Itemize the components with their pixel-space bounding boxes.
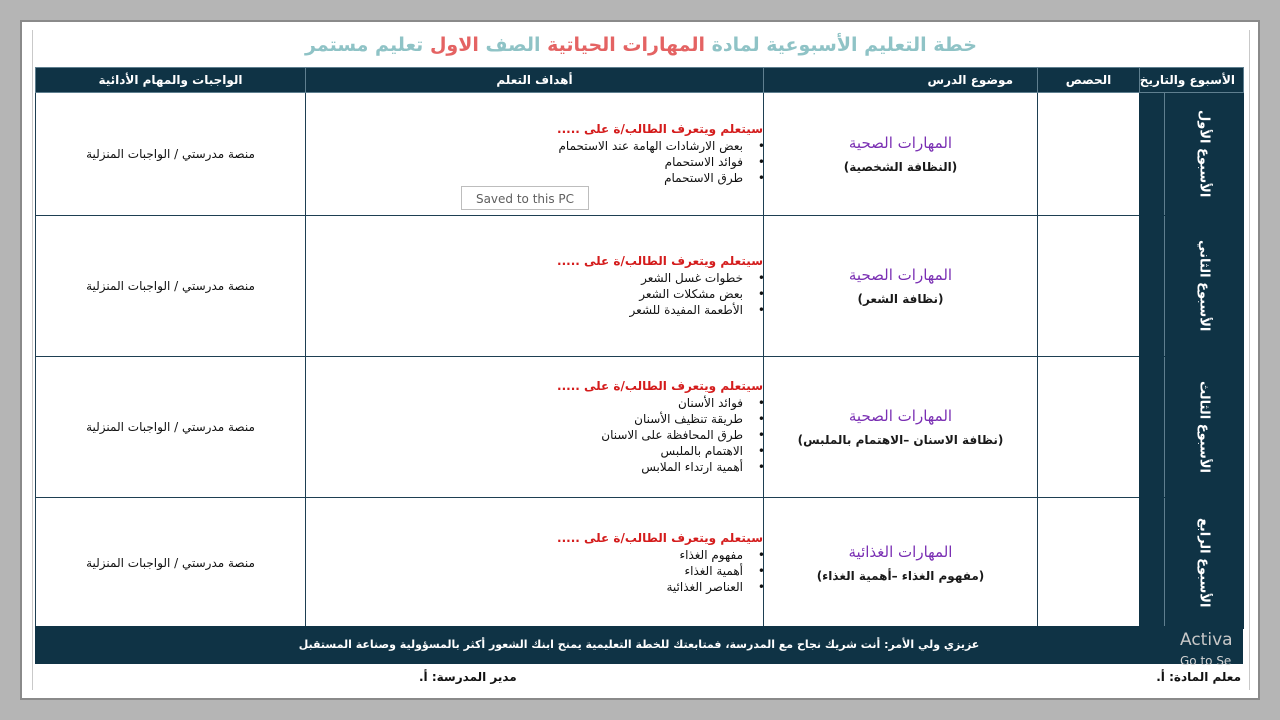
periods-cell [1038,216,1140,357]
goal-item: • مفهوم الغذاء [557,547,743,563]
topic-sub: (النظافة الشخصية) [843,160,958,174]
goal-item: • بعض الارشادات الهامة عند الاستحمام [557,138,743,154]
goal-item: • الاهتمام بالملبس [557,443,743,459]
topic-sub: (نظافة الاسنان –الاهتمام بالملبس) [797,433,1004,447]
goals-list [557,138,763,186]
weekly-plan-table [35,67,1244,629]
activation-watermark [1180,630,1240,670]
goal-item: • طرق الاستحمام [557,170,743,186]
title-part-3: تعليم مستمر [305,34,430,56]
tasks-cell: منصة مدرستي / الواجبات المنزلية [36,357,306,498]
teacher-signature: معلم المادة: أ. [1156,670,1241,684]
page-frame [20,20,1260,700]
week-label-cell [1140,357,1244,498]
plan-sheet [32,30,1250,690]
topic-main: المهارات الصحية [848,134,953,152]
goals-lead: سيتعلم ويتعرف الطالب/ة على ..... [557,379,763,393]
goals-cell [306,357,764,498]
goal-item: • أهمية الغذاء [557,563,743,579]
principal-signature: مدير المدرسة: أ. [419,670,517,684]
week-label: الأسبوع الثاني [1196,240,1212,332]
title-part-1: خطة التعليم الأسبوعية لمادة [705,34,977,56]
periods-cell [1038,357,1140,498]
table-row [36,357,1244,498]
header-periods: الحصص [1038,68,1140,93]
watermark-line-2: Go to Se [1180,654,1232,668]
goals-list [557,547,763,595]
title-grade: الاول [429,34,479,56]
table-row [36,93,1244,216]
topic-cell [764,357,1038,498]
goals-list [557,270,763,318]
periods-cell [1038,93,1140,216]
topic-main: المهارات الصحية [848,266,953,284]
goal-item: • الأطعمة المفيدة للشعر [557,302,743,318]
week-label-cell [1140,498,1244,629]
week-label: الأسبوع الثالث [1196,381,1212,473]
week-label-cell [1140,93,1244,216]
goal-item: • فوائد الأسنان [557,395,743,411]
topic-sub: (مفهوم الغذاء –أهمية الغذاء) [816,569,985,583]
week-label-cell [1140,216,1244,357]
title-subject: المهارات الحياتية [547,34,706,56]
saved-tooltip: Saved to this PC [461,186,589,210]
header-row [36,68,1244,93]
header-goals: أهداف التعلم [306,68,764,93]
topic-main: المهارات الصحية [848,407,953,425]
topic-sub: (نظافة الشعر) [857,292,944,306]
header-tasks: الواجبات والمهام الأدائية [36,68,306,93]
goal-item: • فوائد الاستحمام [557,154,743,170]
table-row [36,216,1244,357]
week-label: الأسبوع الرابع [1196,518,1212,608]
goals-lead: سيتعلم ويتعرف الطالب/ة على ..... [557,122,763,136]
periods-cell [1038,498,1140,629]
topic-cell [764,498,1038,629]
week-label: الأسبوع الأول [1196,110,1212,198]
goals-lead: سيتعلم ويتعرف الطالب/ة على ..... [557,254,763,268]
topic-main: المهارات الغذائية [848,543,953,561]
watermark-line-1: Activa [1180,630,1233,650]
goal-item: • العناصر الغذائية [557,579,743,595]
goals-lead: سيتعلم ويتعرف الطالب/ة على ..... [557,531,763,545]
goals-cell [306,498,764,629]
parent-note-bar: عزيزي ولي الأمر: أنت شريك نجاح مع المدرسة، فمتابعتك للخطة التعليمية يمنح ابنك الشعور أكثر بالمسؤولية وصناعة المستقبل [35,626,1243,664]
tasks-cell: منصة مدرستي / الواجبات المنزلية [36,498,306,629]
topic-cell [764,93,1038,216]
goal-item: • بعض مشكلات الشعر [557,286,743,302]
topic-cell [764,216,1038,357]
tasks-cell: منصة مدرستي / الواجبات المنزلية [36,216,306,357]
plan-title [33,34,1249,64]
goals-list [557,395,763,475]
goal-item: • طريقة تنظيف الأسنان [557,411,743,427]
tasks-cell: منصة مدرستي / الواجبات المنزلية [36,93,306,216]
table-row [36,498,1244,629]
title-part-2: الصف [478,34,548,56]
goals-cell [306,216,764,357]
goal-item: • خطوات غسل الشعر [557,270,743,286]
header-topic: موضوع الدرس [764,68,1038,93]
goal-item: • أهمية ارتداء الملابس [557,459,743,475]
header-week: الأسبوع والتاريخ [1140,68,1244,93]
goal-item: • طرق المحافظة على الاسنان [557,427,743,443]
